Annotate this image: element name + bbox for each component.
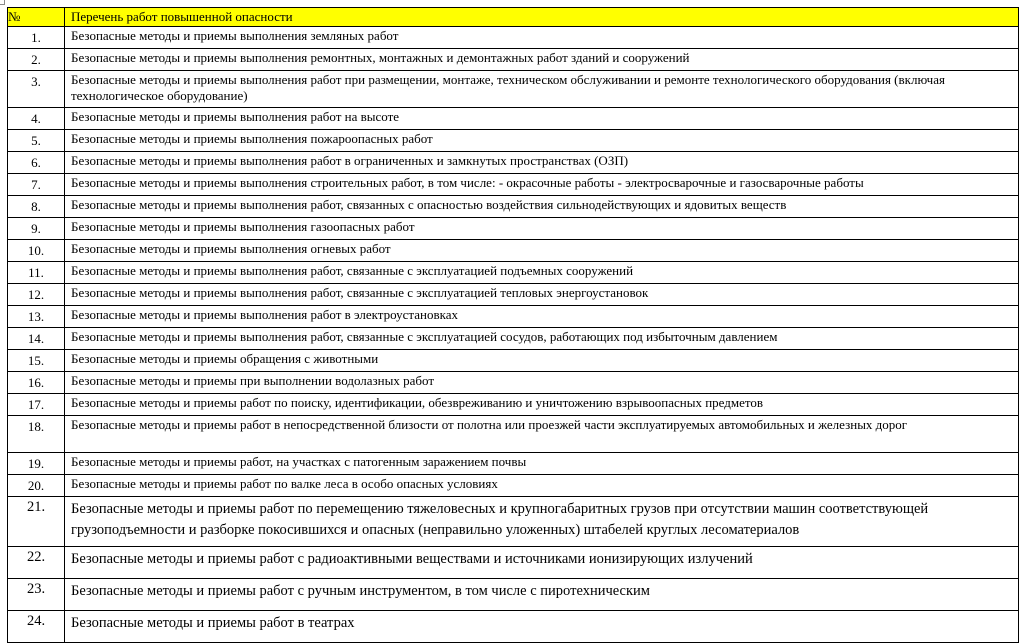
row-number: 12. bbox=[8, 284, 65, 306]
row-text: Безопасные методы и приемы выполнения работ в электроустановках bbox=[65, 306, 1019, 328]
row-number: 1. bbox=[8, 27, 65, 49]
row-text: Безопасные методы и приемы выполнения работ, связанные с эксплуатацией подъемных сооружений bbox=[65, 262, 1019, 284]
row-number: 24. bbox=[8, 611, 65, 643]
row-number: 19. bbox=[8, 453, 65, 475]
table-row bbox=[8, 394, 1019, 416]
table-row bbox=[8, 328, 1019, 350]
table-row bbox=[8, 240, 1019, 262]
row-number: 13. bbox=[8, 306, 65, 328]
row-number: 21. bbox=[8, 497, 65, 547]
row-text: Безопасные методы и приемы выполнения работ, связанные с эксплуатацией сосудов, работающих под избыточным давлением bbox=[65, 328, 1019, 350]
row-number: 8. bbox=[8, 196, 65, 218]
table-row bbox=[8, 218, 1019, 240]
table-row bbox=[8, 453, 1019, 475]
row-number: 9. bbox=[8, 218, 65, 240]
table-row bbox=[8, 416, 1019, 453]
row-number: 3. bbox=[8, 71, 65, 108]
row-number: 20. bbox=[8, 475, 65, 497]
header-title-cell: Перечень работ повышенной опасности bbox=[65, 8, 1019, 27]
table-row bbox=[8, 579, 1019, 611]
row-text: Безопасные методы и приемы работ в непосредственной близости от полотна или проезжей части эксплуатируемых автомобильных и железных дорог bbox=[65, 416, 1019, 453]
row-text: Безопасные методы и приемы выполнения работ, связанных с опасностью воздействия сильнодействующих и ядовитых веществ bbox=[65, 196, 1019, 218]
table-row bbox=[8, 71, 1019, 108]
row-number: 7. bbox=[8, 174, 65, 196]
row-text: Безопасные методы и приемы выполнения строительных работ, в том числе: - окрасочные работы - электросварочные и газосварочные работы bbox=[65, 174, 1019, 196]
row-text: Безопасные методы и приемы выполнения пожароопасных работ bbox=[65, 130, 1019, 152]
row-number: 5. bbox=[8, 130, 65, 152]
row-number: 11. bbox=[8, 262, 65, 284]
table-row bbox=[8, 350, 1019, 372]
table-row bbox=[8, 475, 1019, 497]
row-number: 17. bbox=[8, 394, 65, 416]
table-row bbox=[8, 130, 1019, 152]
row-number: 22. bbox=[8, 547, 65, 579]
row-text: Безопасные методы и приемы выполнения газоопасных работ bbox=[65, 218, 1019, 240]
table-row bbox=[8, 108, 1019, 130]
row-text: Безопасные методы и приемы работ, на участках с патогенным заражением почвы bbox=[65, 453, 1019, 475]
row-text: Безопасные методы и приемы выполнения огневых работ bbox=[65, 240, 1019, 262]
header-number-cell: № bbox=[8, 8, 65, 27]
row-text: Безопасные методы и приемы выполнения работ на высоте bbox=[65, 108, 1019, 130]
row-text: Безопасные методы и приемы выполнения работ, связанные с эксплуатацией тепловых энергоустановок bbox=[65, 284, 1019, 306]
row-text: Безопасные методы и приемы работ в театрах bbox=[65, 611, 1019, 643]
table-row bbox=[8, 49, 1019, 71]
row-number: 23. bbox=[8, 579, 65, 611]
table-row bbox=[8, 497, 1019, 547]
row-text: Безопасные методы и приемы работ по перемещению тяжеловесных и крупногабаритных грузов при отсутствии машин соответствующей грузоподъемности и разборке покосившихся и опасных (неправильно уложенных) штабелей круглых лесоматериалов bbox=[65, 497, 1019, 547]
row-number: 4. bbox=[8, 108, 65, 130]
row-number: 6. bbox=[8, 152, 65, 174]
row-text: Безопасные методы и приемы работ по валке леса в особо опасных условиях bbox=[65, 475, 1019, 497]
table-header-row bbox=[8, 8, 1019, 27]
row-number: 16. bbox=[8, 372, 65, 394]
table-row bbox=[8, 262, 1019, 284]
table-row bbox=[8, 152, 1019, 174]
row-text: Безопасные методы и приемы выполнения земляных работ bbox=[65, 27, 1019, 49]
table-row bbox=[8, 306, 1019, 328]
table-row bbox=[8, 284, 1019, 306]
row-number: 15. bbox=[8, 350, 65, 372]
hazardous-works-table bbox=[7, 7, 1019, 643]
row-text: Безопасные методы и приемы обращения с животными bbox=[65, 350, 1019, 372]
row-text: Безопасные методы и приемы выполнения ремонтных, монтажных и демонтажных работ зданий и сооружений bbox=[65, 49, 1019, 71]
row-text: Безопасные методы и приемы выполнения работ в ограниченных и замкнутых пространствах (ОЗП) bbox=[65, 152, 1019, 174]
row-number: 18. bbox=[8, 416, 65, 453]
table-row bbox=[8, 174, 1019, 196]
row-text: Безопасные методы и приемы работ по поиску, идентификации, обезвреживанию и уничтожению взрывоопасных предметов bbox=[65, 394, 1019, 416]
row-number: 10. bbox=[8, 240, 65, 262]
row-text: Безопасные методы и приемы работ с радиоактивными веществами и источниками ионизирующих излучений bbox=[65, 547, 1019, 579]
row-number: 2. bbox=[8, 49, 65, 71]
table-move-handle[interactable] bbox=[0, 0, 5, 5]
table-row bbox=[8, 372, 1019, 394]
row-number: 14. bbox=[8, 328, 65, 350]
table-row bbox=[8, 547, 1019, 579]
row-text: Безопасные методы и приемы выполнения работ при размещении, монтаже, техническом обслуживании и ремонте технологического оборудования (включая технологическое оборудование) bbox=[65, 71, 1019, 108]
table-row bbox=[8, 196, 1019, 218]
table-row bbox=[8, 611, 1019, 643]
row-text: Безопасные методы и приемы при выполнении водолазных работ bbox=[65, 372, 1019, 394]
table-row bbox=[8, 27, 1019, 49]
row-text: Безопасные методы и приемы работ с ручным инструментом, в том числе с пиротехническим bbox=[65, 579, 1019, 611]
